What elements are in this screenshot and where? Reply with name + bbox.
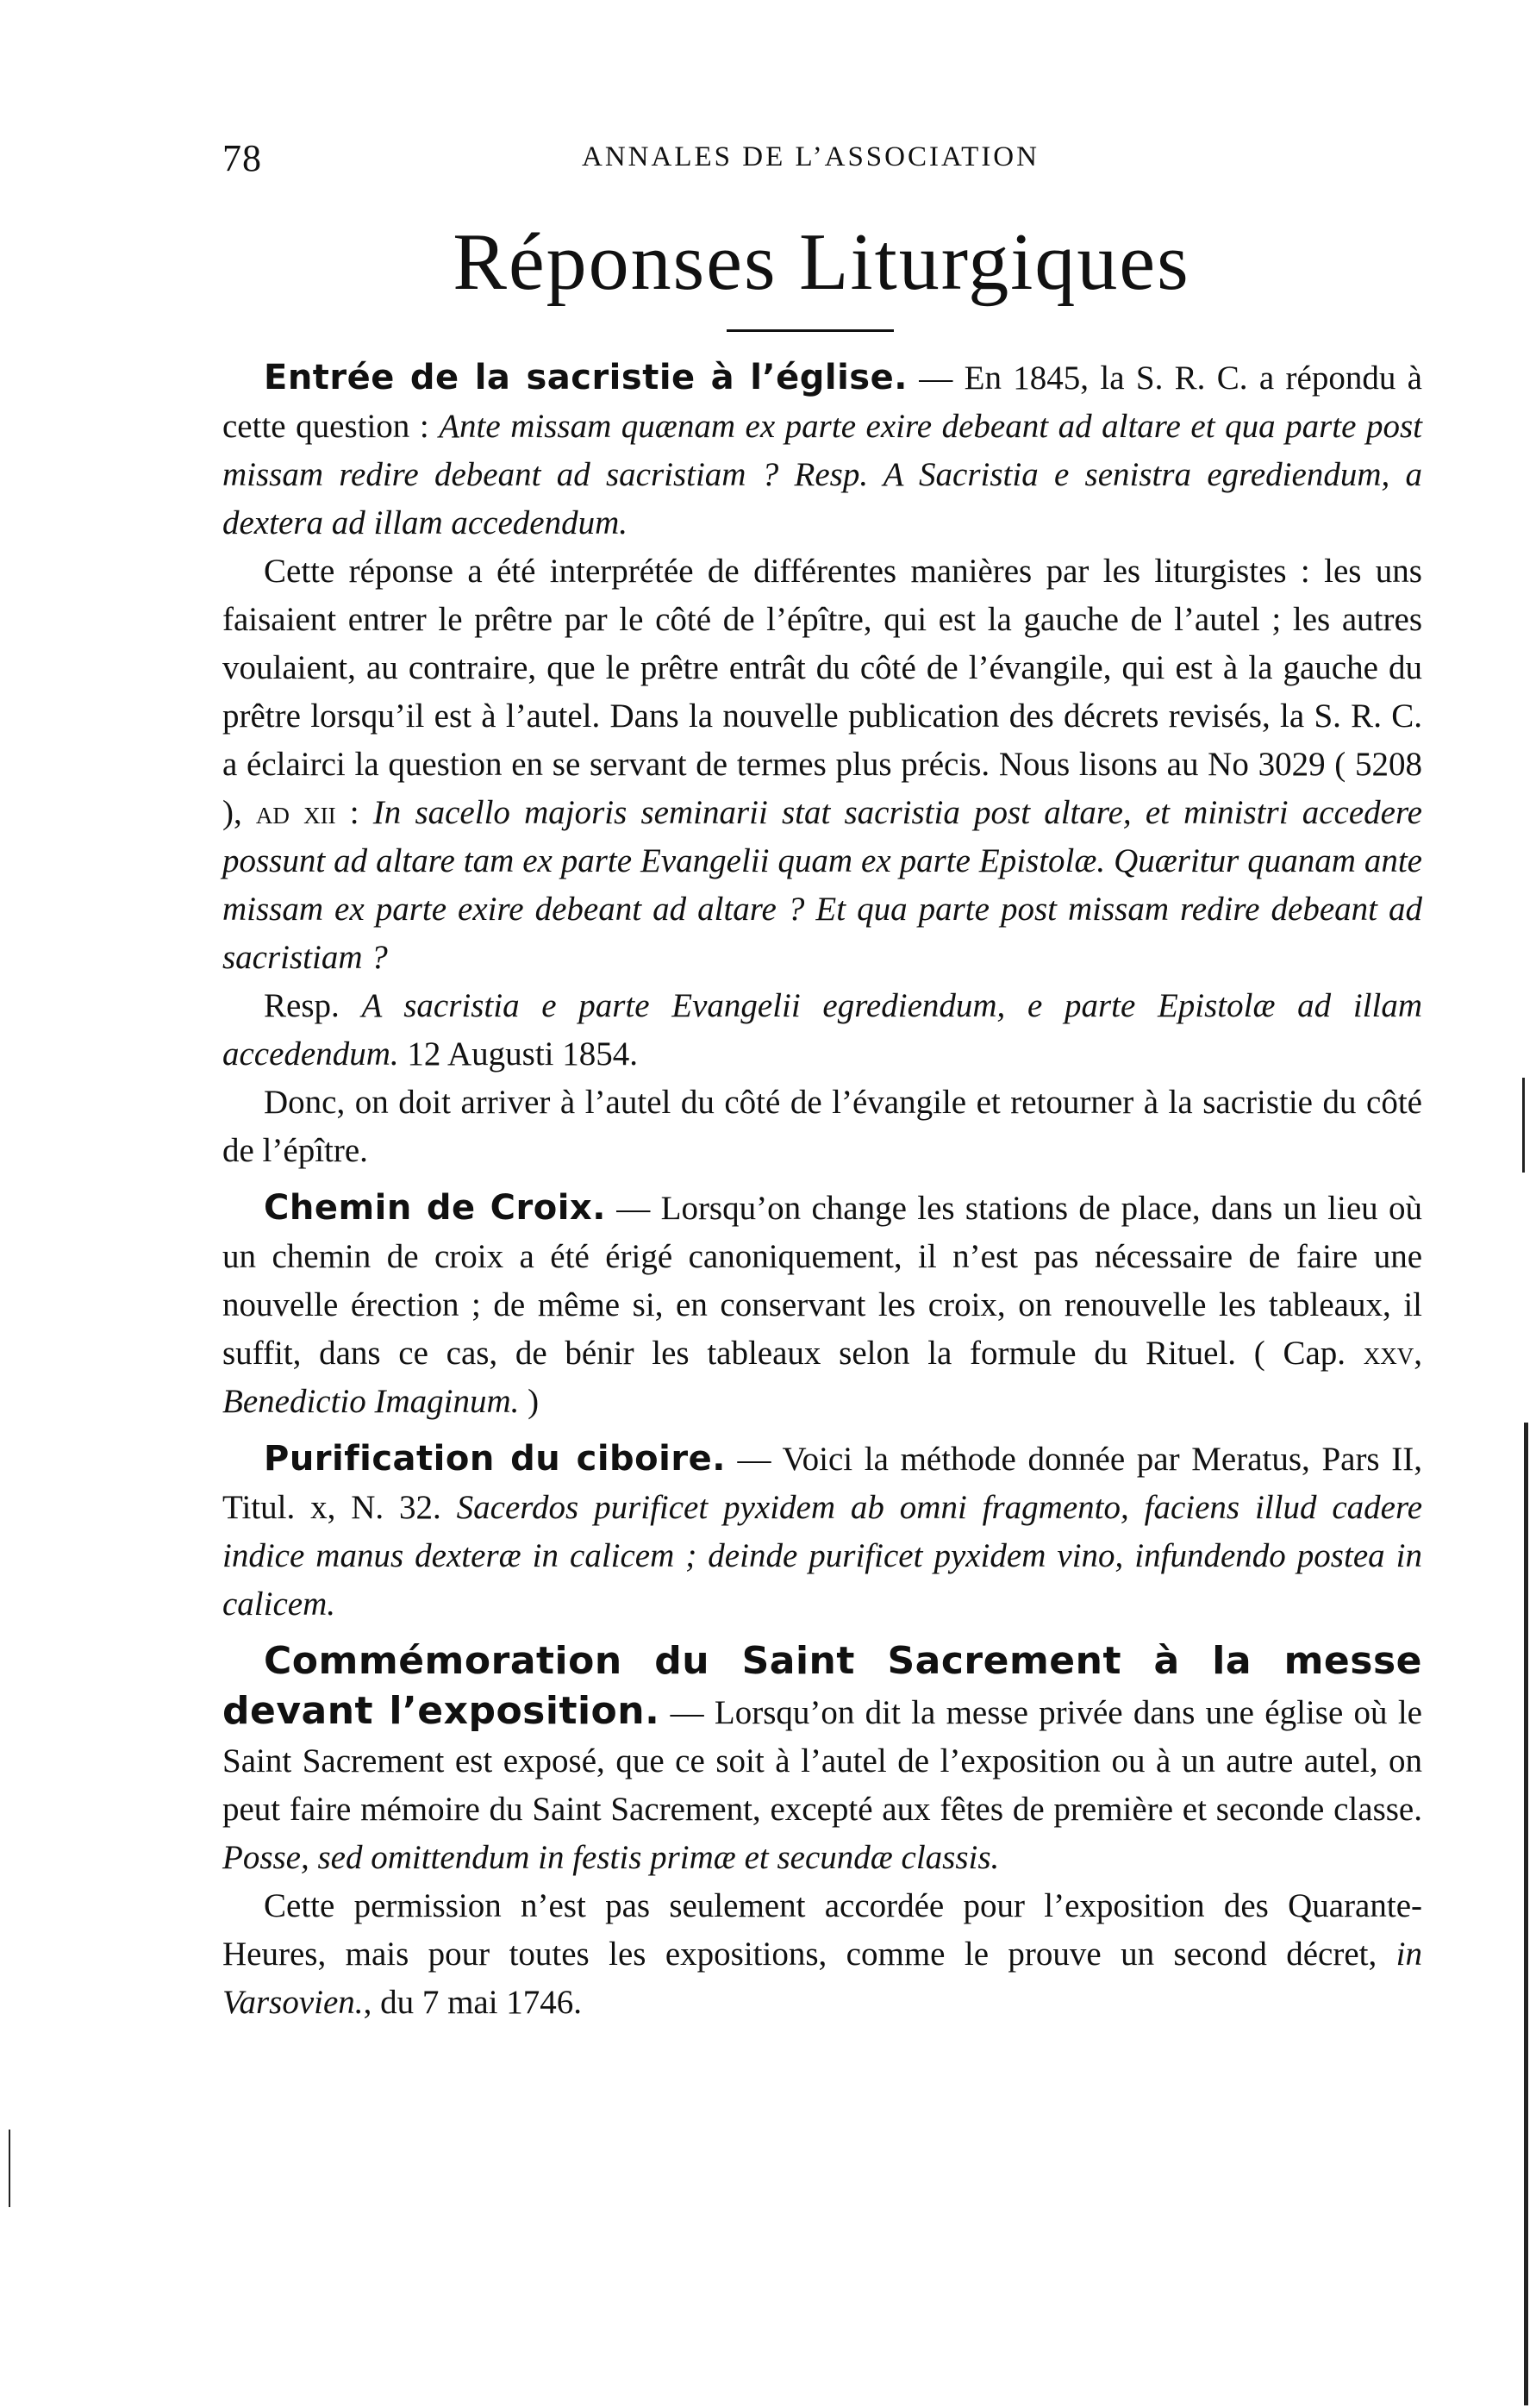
rubric-purification: Purification du ciboire.	[264, 1439, 726, 1479]
latin-quote: Benedictio Imaginum.	[222, 1383, 520, 1420]
ad-reference: ad xii	[255, 794, 336, 831]
text: Cette permission n’est pas seulement accordée pour l’exposition des Quarante-Heures, mais pour toutes les expositions, comme le prouve un second décret,	[222, 1887, 1422, 1973]
scan-edge-mark	[9, 2130, 10, 2207]
text: :	[335, 794, 373, 831]
text: — Voici la méthode donnée par Meratus, Pars II, Titul. x, N. 32.	[222, 1441, 1422, 1526]
article-body	[222, 353, 1422, 2027]
paragraph-resp	[222, 982, 1422, 1079]
paragraph-purification	[222, 1435, 1422, 1629]
paragraph-donc	[222, 1079, 1422, 1175]
rubric-commemoration: Commémoration du Saint Sacrement à la messe devant l’exposition.	[222, 1639, 1422, 1733]
latin-quote: A sacristia e parte Evangelii egrediendum, e parte Epistolæ ad illam accedendum.	[222, 987, 1423, 1073]
title-rule	[727, 329, 894, 332]
paragraph-chemin	[222, 1184, 1422, 1426]
paragraph-interpretation	[222, 547, 1422, 982]
paragraph-permission	[222, 1882, 1422, 2027]
page-number: 78	[222, 137, 262, 179]
text: — Lorsqu’on dit la messe privée dans une église où le Saint Sacrement est exposé, que ce soit à l’autel de l’exposition ou à un autre autel, on peut faire mémoire du Saint Sacrement, excepté aux fêtes de première et seconde classe.	[222, 1694, 1422, 1828]
latin-quote: in Varsovien.	[222, 1936, 1422, 2021]
rubric-chemin: Chemin de Croix.	[264, 1188, 606, 1228]
paragraph-commemoration	[222, 1637, 1422, 1882]
text: 12 Augusti 1854.	[398, 1035, 639, 1073]
scan-edge-mark	[1522, 1078, 1525, 1173]
text: ,	[1414, 1335, 1422, 1372]
page-header	[222, 136, 1399, 188]
rubric-entree: Entrée de la sacristie à l’église.	[264, 358, 908, 397]
text: — Lorsqu’on change les stations de place, dans un lieu où un chemin de croix a été érigé canoniquement, il n’est pas nécessaire de faire une nouvelle érection ; de même si, en conservant les croix, on renouvelle les tableaux, il suffit, dans ce cas, de bénir les tableaux selon la formule du Rituel. ( Cap.	[222, 1190, 1422, 1372]
latin-quote: Posse, sed omittendum in festis primæ et secundæ classis.	[222, 1839, 1000, 1876]
text: — En 1845, la S. R. C. a répondu à cette question :	[222, 360, 1422, 445]
scan-edge-mark	[1524, 1423, 1528, 2405]
page-title: Réponses Liturgiques	[453, 217, 1190, 307]
cap-number: xxv	[1363, 1335, 1414, 1372]
running-head: ANNALES DE L’ASSOCIATION	[582, 141, 1040, 172]
text: )	[519, 1383, 540, 1420]
text: Resp.	[264, 987, 362, 1024]
latin-quote: In sacello majoris seminarii stat sacristia post altare, et ministri accedere possunt ad altare tam ex parte Evangelii quam ex parte Epistolæ. Quæritur quanam ante missam ex parte exire debeant ad altare ? Et qua parte post missam redire debeant ad sacristiam ?	[222, 794, 1422, 976]
paragraph-entree	[222, 353, 1422, 547]
latin-quote: Ante missam quænam ex parte exire debeant ad altare et qua parte post missam redire debeant ad sacristiam ? Resp. A Sacristia e senistra egrediendum, a dextera ad illam accedendum.	[222, 408, 1422, 541]
text: , du 7 mai 1746.	[363, 1984, 583, 2021]
latin-quote: Sacerdos purificet pyxidem ab omni fragmento, faciens illud cadere indice manus dexteræ in calicem ; deinde purificet pyxidem vino, infundendo postea in calicem.	[222, 1489, 1423, 1623]
text: Donc, on doit arriver à l’autel du côté de l’évangile et retourner à la sacristie du côté de l’épître.	[222, 1084, 1422, 1169]
text: Cette réponse a été interprétée de différentes manières par les liturgistes : les uns faisaient entrer le prêtre par le côté de l’épître, qui est la gauche de l’autel ; les autres voulaient, au contraire, que le prêtre entrât du côté de l’évangile, qui est à la gauche du prêtre lorsqu’il est à l’autel. Dans la nouvelle publication des décrets revisés, la S. R. C. a éclairci la question en se servant de termes plus précis. Nous lisons au No 3029 ( 5208 ),	[222, 553, 1422, 831]
